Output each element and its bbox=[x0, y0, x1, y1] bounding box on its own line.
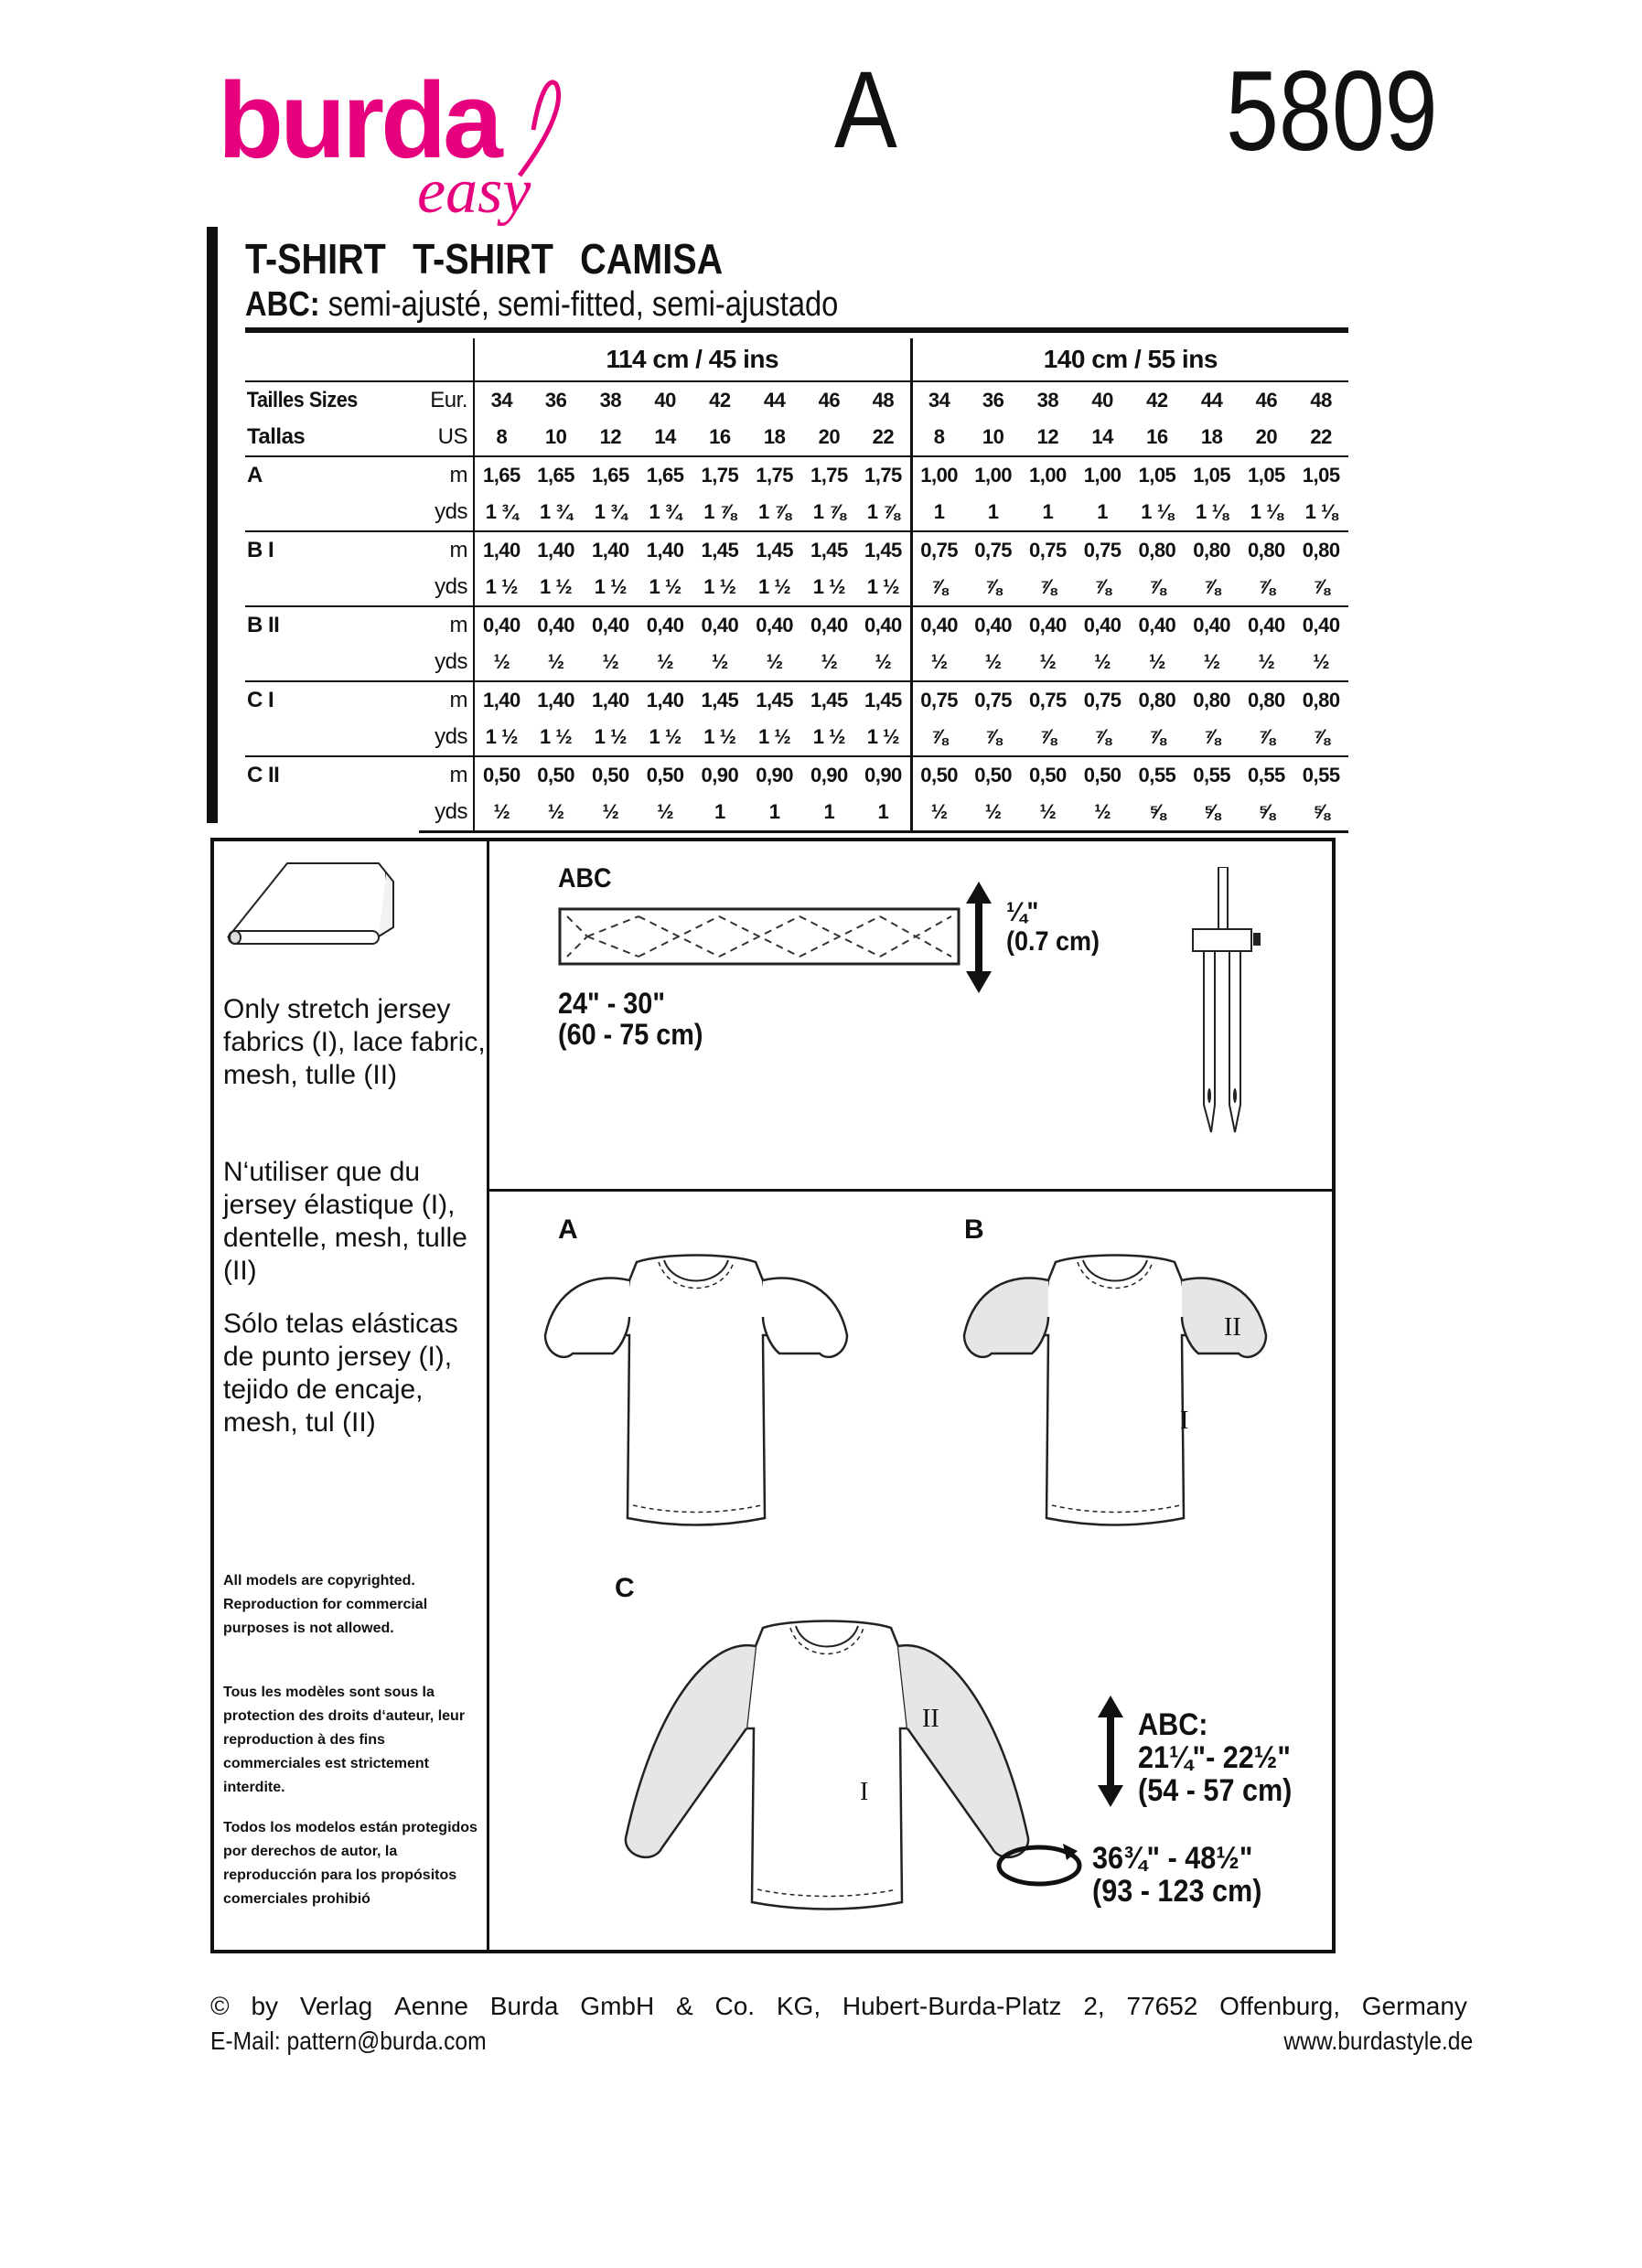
yardage-cell-m: 1,65 bbox=[474, 456, 529, 494]
yardage-cell-m: 0,40 bbox=[966, 606, 1021, 644]
info-panel bbox=[210, 838, 1336, 1953]
yardage-cell-m: 1,75 bbox=[802, 456, 857, 494]
yardage-cell-m: 0,50 bbox=[1075, 756, 1130, 794]
yardage-cell-yds: 1 ⅛ bbox=[1304, 500, 1337, 523]
yardage-cell-m: 1,40 bbox=[474, 531, 529, 569]
view-b-part-2-label: II bbox=[1224, 1313, 1241, 1342]
view-c-label: C bbox=[615, 1573, 635, 1603]
fabric-text-es: Sólo telas elásticas de punto jersey (I), tejido de encaje, mesh, tul (II) bbox=[223, 1309, 458, 1438]
elastic-width bbox=[1006, 898, 1100, 957]
yardage-cell-yds: ½ bbox=[493, 650, 510, 673]
eur-label: Eur. bbox=[419, 381, 474, 419]
yardage-cell-yds: ½ bbox=[911, 794, 966, 832]
eur-size-cell: 36 bbox=[982, 389, 1004, 412]
view-b-sketch bbox=[955, 1235, 1284, 1555]
view-letter: A bbox=[834, 48, 897, 171]
yardage-cell-m: 1,00 bbox=[1075, 456, 1130, 494]
unit-yards: yds bbox=[419, 494, 474, 531]
us-size-cell: 12 bbox=[1036, 425, 1059, 448]
yardage-cell-yds: ½ bbox=[638, 794, 692, 832]
yardage-cell-m: 1,40 bbox=[584, 681, 639, 719]
yardage-cell-yds: 1 bbox=[692, 794, 747, 832]
table-row-meters bbox=[245, 756, 1348, 794]
yardage-cell-m: 0,55 bbox=[1293, 756, 1348, 794]
table-row-meters bbox=[245, 531, 1348, 569]
elastic-width-in: ¼" bbox=[1006, 897, 1039, 927]
fabric-column bbox=[214, 841, 489, 1950]
yardage-cell-yds: 1 ½ bbox=[758, 725, 791, 748]
yardage-cell-yds: 1 ⅛ bbox=[1141, 500, 1174, 523]
yardage-cell-yds: ⅞ bbox=[1094, 575, 1111, 598]
us-size-cell: 8 bbox=[496, 425, 508, 448]
yardage-cell-yds: 1 ⅞ bbox=[866, 500, 899, 523]
view-row-label: C I bbox=[245, 681, 419, 756]
yardage-cell-yds: ½ bbox=[984, 650, 1002, 673]
title-accent-bar bbox=[207, 227, 218, 823]
yardage-cell-yds: ⅞ bbox=[911, 719, 966, 756]
yardage-cell-yds: ⅞ bbox=[1258, 575, 1275, 598]
yardage-cell-m: 0,50 bbox=[911, 756, 966, 794]
yardage-cell-m: 0,55 bbox=[1240, 756, 1294, 794]
unit-meters: m bbox=[419, 456, 474, 494]
yardage-cell-m: 1,40 bbox=[474, 681, 529, 719]
notions-label: ABC bbox=[558, 863, 612, 893]
page-title bbox=[245, 234, 749, 284]
finished-length bbox=[1138, 1708, 1292, 1807]
us-label: US bbox=[419, 419, 474, 456]
yardage-cell-yds: ½ bbox=[821, 650, 838, 673]
yardage-cell-m: 1,75 bbox=[747, 456, 802, 494]
yardage-cell-yds: ½ bbox=[547, 650, 564, 673]
yardage-cell-yds: 1 bbox=[747, 794, 802, 832]
title-fr: T-SHIRT bbox=[245, 235, 386, 283]
yardage-cell-m: 0,40 bbox=[1075, 606, 1130, 644]
yardage-cell-m: 1,00 bbox=[911, 456, 966, 494]
eur-size-cell: 42 bbox=[1146, 389, 1168, 412]
eur-size-cell: 46 bbox=[818, 389, 841, 412]
yardage-cell-m: 0,40 bbox=[638, 606, 692, 644]
yardage-cell-yds: ⅞ bbox=[1203, 575, 1220, 598]
yardage-cell-yds: ⅞ bbox=[1094, 725, 1111, 748]
yardage-cell-yds: ½ bbox=[1039, 650, 1057, 673]
yardage-cell-m: 0,75 bbox=[966, 681, 1021, 719]
yardage-cell-m: 1,65 bbox=[529, 456, 584, 494]
yardage-cell-m: 0,90 bbox=[747, 756, 802, 794]
copyright-es: Todos los modelos están protegidos por derechos de autor, la reproducción para los propósitos comerciales prohibió bbox=[223, 1820, 478, 1907]
yardage-cell-yds: 1 ¾ bbox=[485, 500, 518, 523]
unit-yards: yds bbox=[419, 644, 474, 681]
pattern-number: 5809 bbox=[1226, 48, 1438, 175]
fabric-width-140: 140 cm / 55 ins bbox=[911, 338, 1348, 381]
yardage-cell-yds: 1 bbox=[987, 500, 999, 523]
yardage-cell-yds: 1 ⅞ bbox=[758, 500, 791, 523]
eur-size-cell: 48 bbox=[872, 389, 895, 412]
eur-size-cell: 40 bbox=[654, 389, 676, 412]
us-size-cell: 18 bbox=[1200, 425, 1223, 448]
eur-size-cell: 44 bbox=[1200, 389, 1223, 412]
yardage-cell-m: 1,05 bbox=[1185, 456, 1240, 494]
yardage-cell-yds: 1 ½ bbox=[703, 725, 736, 748]
yardage-cell-yds: 1 ½ bbox=[758, 575, 791, 598]
yardage-cell-m: 0,40 bbox=[747, 606, 802, 644]
yardage-cell-m: 0,40 bbox=[911, 606, 966, 644]
finished-width-in: 36¾" - 48½" bbox=[1092, 1841, 1253, 1876]
yardage-cell-m: 0,80 bbox=[1130, 531, 1185, 569]
us-size-cell: 18 bbox=[763, 425, 786, 448]
yardage-cell-m: 1,45 bbox=[856, 531, 911, 569]
footer-word: Co. bbox=[714, 1992, 756, 2020]
unit-yards: yds bbox=[419, 569, 474, 606]
yardage-cell-yds: ½ bbox=[1148, 650, 1165, 673]
us-size-cell: 20 bbox=[818, 425, 841, 448]
unit-meters: m bbox=[419, 681, 474, 719]
yardage-cell-yds: ½ bbox=[584, 794, 639, 832]
yardage-cell-yds: ⅞ bbox=[1039, 575, 1057, 598]
yardage-cell-m: 0,40 bbox=[1185, 606, 1240, 644]
yardage-cell-yds: 1 ½ bbox=[649, 725, 681, 748]
width-circle-icon bbox=[993, 1838, 1085, 1893]
eur-size-cell: 36 bbox=[544, 389, 567, 412]
view-a-sketch bbox=[536, 1235, 865, 1555]
yardage-cell-yds: ½ bbox=[966, 794, 1021, 832]
yardage-cell-m: 0,40 bbox=[584, 606, 639, 644]
title-en: T-SHIRT bbox=[413, 235, 553, 283]
yardage-cell-yds: ⅞ bbox=[1203, 725, 1220, 748]
unit-yards: yds bbox=[419, 719, 474, 756]
yardage-cell-yds: 1 ½ bbox=[703, 575, 736, 598]
yardage-cell-yds: ½ bbox=[711, 650, 728, 673]
brand-tagline: easy bbox=[417, 156, 531, 227]
yardage-cell-yds: ⅝ bbox=[1130, 794, 1185, 832]
copyright-fr: Tous les modèles sont sous la protection des droits d‘auteur, leur reproduction à des fins commerciales est strictement interdite. bbox=[223, 1685, 466, 1795]
fabric-width-114: 114 cm / 45 ins bbox=[474, 338, 911, 381]
finished-width bbox=[1092, 1842, 1261, 1908]
unit-yards: yds bbox=[419, 794, 474, 832]
elastic-width-cm: (0.7 cm) bbox=[1006, 926, 1100, 957]
yardage-cell-m: 0,55 bbox=[1130, 756, 1185, 794]
view-row-label: A bbox=[245, 456, 419, 531]
yardage-cell-yds: ½ bbox=[602, 650, 619, 673]
yardage-cell-m: 1,40 bbox=[529, 531, 584, 569]
yardage-cell-m: 1,05 bbox=[1130, 456, 1185, 494]
yardage-cell-yds: ½ bbox=[529, 794, 584, 832]
yardage-cell-yds: 1 ½ bbox=[866, 725, 899, 748]
copyright-en: All models are copyrighted. Reproduction for commercial purposes is not allowed. bbox=[223, 1573, 428, 1636]
us-size-cell: 20 bbox=[1255, 425, 1278, 448]
yardage-cell-m: 0,80 bbox=[1240, 531, 1294, 569]
finished-length-in: 21¼"- 22½" bbox=[1138, 1740, 1291, 1775]
yardage-cell-yds: 1 ½ bbox=[540, 725, 573, 748]
unit-meters: m bbox=[419, 756, 474, 794]
yardage-cell-m: 1,00 bbox=[966, 456, 1021, 494]
yardage-cell-m: 0,90 bbox=[692, 756, 747, 794]
sizes-label: Tailles Sizes bbox=[246, 388, 358, 412]
yardage-cell-m: 0,40 bbox=[802, 606, 857, 644]
eur-size-cell: 40 bbox=[1091, 389, 1113, 412]
yardage-cell-yds: ⅞ bbox=[1148, 725, 1165, 748]
tallas-label: Tallas bbox=[247, 424, 306, 449]
fabric-text-en: Only stretch jersey fabrics (I), lace fabric, mesh, tulle (II) bbox=[223, 994, 486, 1090]
yardage-cell-yds: ⅞ bbox=[984, 725, 1002, 748]
yardage-cell-yds: ½ bbox=[474, 794, 529, 832]
table-us-sizes-row bbox=[245, 419, 1348, 456]
footer-word: Verlag bbox=[299, 1992, 373, 2020]
eur-size-cell: 34 bbox=[490, 389, 513, 412]
yardage-table bbox=[245, 338, 1348, 833]
yardage-cell-yds: 1 ⅞ bbox=[703, 500, 736, 523]
us-size-cell: 16 bbox=[1146, 425, 1168, 448]
yardage-cell-yds: ⅞ bbox=[1313, 725, 1330, 748]
yardage-cell-m: 0,50 bbox=[529, 756, 584, 794]
yardage-cell-yds: ½ bbox=[1203, 650, 1220, 673]
footer-word: Hubert-Burda-Platz bbox=[842, 1992, 1062, 2020]
eur-size-cell: 38 bbox=[599, 389, 622, 412]
yardage-cell-yds: ⅝ bbox=[1185, 794, 1240, 832]
fit-text: semi-ajusté, semi-fitted, semi-ajustado bbox=[327, 285, 839, 324]
us-size-cell: 16 bbox=[709, 425, 731, 448]
yardage-cell-yds: 1 ½ bbox=[594, 725, 627, 748]
yardage-cell-yds: ½ bbox=[875, 650, 892, 673]
finished-length-label: ABC: bbox=[1138, 1707, 1208, 1742]
view-c-part-2-label: II bbox=[922, 1705, 939, 1733]
footer-word: 77652 bbox=[1126, 1992, 1198, 2020]
us-size-cell: 8 bbox=[911, 419, 966, 456]
footer-word: & bbox=[676, 1992, 693, 2020]
yardage-cell-m: 0,75 bbox=[1075, 531, 1130, 569]
yardage-cell-m: 0,75 bbox=[966, 531, 1021, 569]
yardage-cell-yds: 1 ⅞ bbox=[812, 500, 845, 523]
view-c-sketch bbox=[617, 1600, 1037, 1939]
table-row-meters bbox=[245, 606, 1348, 644]
yardage-cell-yds: ⅞ bbox=[1148, 575, 1165, 598]
yardage-cell-m: 0,50 bbox=[584, 756, 639, 794]
fit-description bbox=[245, 285, 838, 325]
view-row-label: C II bbox=[245, 756, 419, 832]
footer-word: GmbH bbox=[580, 1992, 655, 2020]
yardage-cell-m: 0,90 bbox=[856, 756, 911, 794]
header-blank bbox=[245, 338, 419, 381]
yardage-cell-m: 0,80 bbox=[1185, 681, 1240, 719]
yardage-cell-m: 1,45 bbox=[856, 681, 911, 719]
yardage-cell-yds: ⅝ bbox=[1293, 794, 1348, 832]
yardage-cell-m: 1,40 bbox=[529, 681, 584, 719]
us-size-cell: 10 bbox=[982, 425, 1004, 448]
us-size-cell: 22 bbox=[872, 425, 895, 448]
yardage-cell-m: 0,40 bbox=[474, 606, 529, 644]
yardage-cell-yds: 1 ½ bbox=[485, 575, 518, 598]
yardage-cell-yds: ⅞ bbox=[911, 569, 966, 606]
yardage-cell-m: 0,40 bbox=[1021, 606, 1076, 644]
yardage-cell-yds: ⅞ bbox=[984, 575, 1002, 598]
yardage-cell-m: 0,75 bbox=[911, 681, 966, 719]
eur-size-cell: 48 bbox=[1310, 389, 1332, 412]
yardage-cell-yds: 1 ½ bbox=[540, 575, 573, 598]
view-b-label: B bbox=[964, 1214, 984, 1245]
elastic-strip-icon bbox=[558, 907, 961, 971]
yardage-cell-m: 0,75 bbox=[911, 531, 966, 569]
yardage-cell-yds: 1 bbox=[1042, 500, 1054, 523]
yardage-cell-yds: ½ bbox=[1075, 794, 1130, 832]
yardage-cell-m: 0,75 bbox=[1021, 681, 1076, 719]
yardage-cell-m: 0,80 bbox=[1185, 531, 1240, 569]
us-size-cell: 14 bbox=[654, 425, 676, 448]
yardage-cell-yds: 1 ½ bbox=[812, 725, 845, 748]
yardage-cell-yds: ½ bbox=[766, 650, 783, 673]
yardage-cell-yds: ⅞ bbox=[1039, 725, 1057, 748]
yardage-cell-m: 0,40 bbox=[692, 606, 747, 644]
yardage-cell-yds: 1 ¾ bbox=[649, 500, 681, 523]
yardage-cell-m: 0,40 bbox=[1130, 606, 1185, 644]
yardage-cell-m: 1,45 bbox=[747, 531, 802, 569]
yardage-cell-m: 1,40 bbox=[638, 531, 692, 569]
yardage-cell-yds: 1 ⅛ bbox=[1250, 500, 1282, 523]
footer-word: Aenne bbox=[394, 1992, 468, 2020]
yardage-cell-m: 0,80 bbox=[1293, 681, 1348, 719]
yardage-cell-m: 1,75 bbox=[856, 456, 911, 494]
yardage-cell-yds: 1 ¾ bbox=[594, 500, 627, 523]
table-eur-sizes-row bbox=[245, 381, 1348, 419]
view-row-label: B II bbox=[245, 606, 419, 681]
yardage-cell-yds: 1 ½ bbox=[485, 725, 518, 748]
footer-word: 2, bbox=[1083, 1992, 1105, 2020]
footer-word: by bbox=[251, 1992, 279, 2020]
yardage-cell-m: 1,05 bbox=[1293, 456, 1348, 494]
view-row-label: B I bbox=[245, 531, 419, 606]
yardage-cell-m: 0,50 bbox=[1021, 756, 1076, 794]
yardage-cell-yds: ½ bbox=[1094, 650, 1111, 673]
brand-name: burda bbox=[218, 66, 499, 181]
yardage-cell-m: 0,75 bbox=[1075, 681, 1130, 719]
us-size-cell: 10 bbox=[544, 425, 567, 448]
yardage-cell-m: 0,40 bbox=[529, 606, 584, 644]
yardage-cell-m: 1,65 bbox=[584, 456, 639, 494]
yardage-cell-m: 0,80 bbox=[1240, 681, 1294, 719]
yardage-cell-m: 0,40 bbox=[1293, 606, 1348, 644]
title-es: CAMISA bbox=[580, 235, 724, 283]
eur-size-cell: 44 bbox=[763, 389, 786, 412]
table-row-meters bbox=[245, 681, 1348, 719]
unit-meters: m bbox=[419, 531, 474, 569]
eur-size-cell: 42 bbox=[709, 389, 731, 412]
burda-easy-logo bbox=[218, 66, 574, 230]
header-blank bbox=[419, 338, 474, 381]
finished-length-cm: (54 - 57 cm) bbox=[1138, 1773, 1293, 1808]
eur-size-cell: 34 bbox=[911, 381, 966, 419]
yardage-cell-yds: ½ bbox=[1021, 794, 1076, 832]
yardage-cell-yds: 1 ¾ bbox=[540, 500, 573, 523]
table-row-meters bbox=[245, 456, 1348, 494]
yardage-cell-m: 0,50 bbox=[474, 756, 529, 794]
yardage-cell-yds: 1 ⅛ bbox=[1196, 500, 1229, 523]
yardage-cell-yds: 1 ½ bbox=[649, 575, 681, 598]
yardage-cell-yds: 1 ½ bbox=[594, 575, 627, 598]
yardage-cell-m: 0,75 bbox=[1021, 531, 1076, 569]
yardage-cell-m: 1,40 bbox=[584, 531, 639, 569]
footer-word: Burda bbox=[489, 1992, 559, 2020]
yardage-cell-yds: ½ bbox=[657, 650, 674, 673]
yardage-cell-m: 1,45 bbox=[802, 681, 857, 719]
footer-word: © bbox=[210, 1992, 230, 2020]
yardage-cell-m: 1,45 bbox=[692, 531, 747, 569]
yardage-cell-m: 0,90 bbox=[802, 756, 857, 794]
eur-size-cell: 38 bbox=[1036, 389, 1059, 412]
yardage-cell-yds: ⅞ bbox=[1258, 725, 1275, 748]
eur-size-cell: 46 bbox=[1255, 389, 1278, 412]
us-size-cell: 22 bbox=[1310, 425, 1332, 448]
view-c-part-1-label: I bbox=[860, 1778, 869, 1806]
footer-word: KG, bbox=[776, 1992, 821, 2020]
table-width-header bbox=[245, 338, 1348, 381]
footer-word: Germany bbox=[1361, 1992, 1467, 2020]
yardage-cell-yds: ⅞ bbox=[1313, 575, 1330, 598]
fabric-text-fr: N‘utiliser que du jersey élastique (I), dentelle, mesh, tulle (II) bbox=[223, 1157, 467, 1286]
length-arrow-icon bbox=[1092, 1692, 1129, 1811]
yardage-cell-m: 1,40 bbox=[638, 681, 692, 719]
elastic-width-arrow-icon bbox=[961, 878, 997, 997]
yardage-cell-yds: 1 bbox=[802, 794, 857, 832]
yardage-cell-yds: 1 ½ bbox=[812, 575, 845, 598]
yardage-cell-m: 1,00 bbox=[1021, 456, 1076, 494]
yardage-cell-yds: ½ bbox=[911, 644, 966, 681]
yardage-cell-m: 0,55 bbox=[1185, 756, 1240, 794]
yardage-cell-m: 0,50 bbox=[966, 756, 1021, 794]
yardage-cell-yds: ½ bbox=[1313, 650, 1330, 673]
fabric-bolt-icon bbox=[223, 854, 397, 955]
yardage-cell-m: 0,80 bbox=[1130, 681, 1185, 719]
yardage-cell-m: 1,65 bbox=[638, 456, 692, 494]
yardage-cell-yds: 1 ½ bbox=[866, 575, 899, 598]
yardage-cell-m: 1,45 bbox=[692, 681, 747, 719]
us-size-cell: 12 bbox=[599, 425, 622, 448]
view-b-part-1-label: I bbox=[1180, 1407, 1189, 1435]
yardage-cell-m: 0,50 bbox=[638, 756, 692, 794]
yardage-cell-m: 1,75 bbox=[692, 456, 747, 494]
yardage-cell-yds: 1 bbox=[1097, 500, 1109, 523]
yardage-cell-yds: 1 bbox=[856, 794, 911, 832]
footer-url[interactable]: www.burdastyle.de bbox=[1283, 2027, 1474, 2055]
footer-email: E-Mail: pattern@burda.com bbox=[210, 2027, 487, 2055]
elastic-length-cm: (60 - 75 cm) bbox=[558, 1018, 703, 1051]
view-a-label: A bbox=[558, 1214, 578, 1245]
finished-width-cm: (93 - 123 cm) bbox=[1092, 1874, 1262, 1909]
yardage-cell-m: 1,45 bbox=[802, 531, 857, 569]
yardage-cell-m: 1,45 bbox=[747, 681, 802, 719]
yardage-cell-m: 0,40 bbox=[1240, 606, 1294, 644]
yardage-cell-m: 1,05 bbox=[1240, 456, 1294, 494]
fit-label: ABC: bbox=[245, 285, 320, 324]
footer-word: Offenburg, bbox=[1219, 1992, 1340, 2020]
notions-section bbox=[487, 841, 1334, 1192]
yardage-cell-yds: 1 bbox=[911, 494, 966, 531]
yardage-cell-m: 0,40 bbox=[856, 606, 911, 644]
table-top-rule bbox=[245, 327, 1348, 333]
yardage-cell-m: 0,80 bbox=[1293, 531, 1348, 569]
footer-publisher-line bbox=[210, 1992, 1467, 2021]
us-size-cell: 14 bbox=[1091, 425, 1113, 448]
yardage-cell-yds: ½ bbox=[1258, 650, 1275, 673]
yardage-cell-yds: ⅝ bbox=[1240, 794, 1294, 832]
elastic-length-in: 24" - 30" bbox=[558, 987, 665, 1020]
unit-meters: m bbox=[419, 606, 474, 644]
twin-needle-icon bbox=[1180, 867, 1272, 1141]
elastic-length bbox=[558, 988, 703, 1050]
